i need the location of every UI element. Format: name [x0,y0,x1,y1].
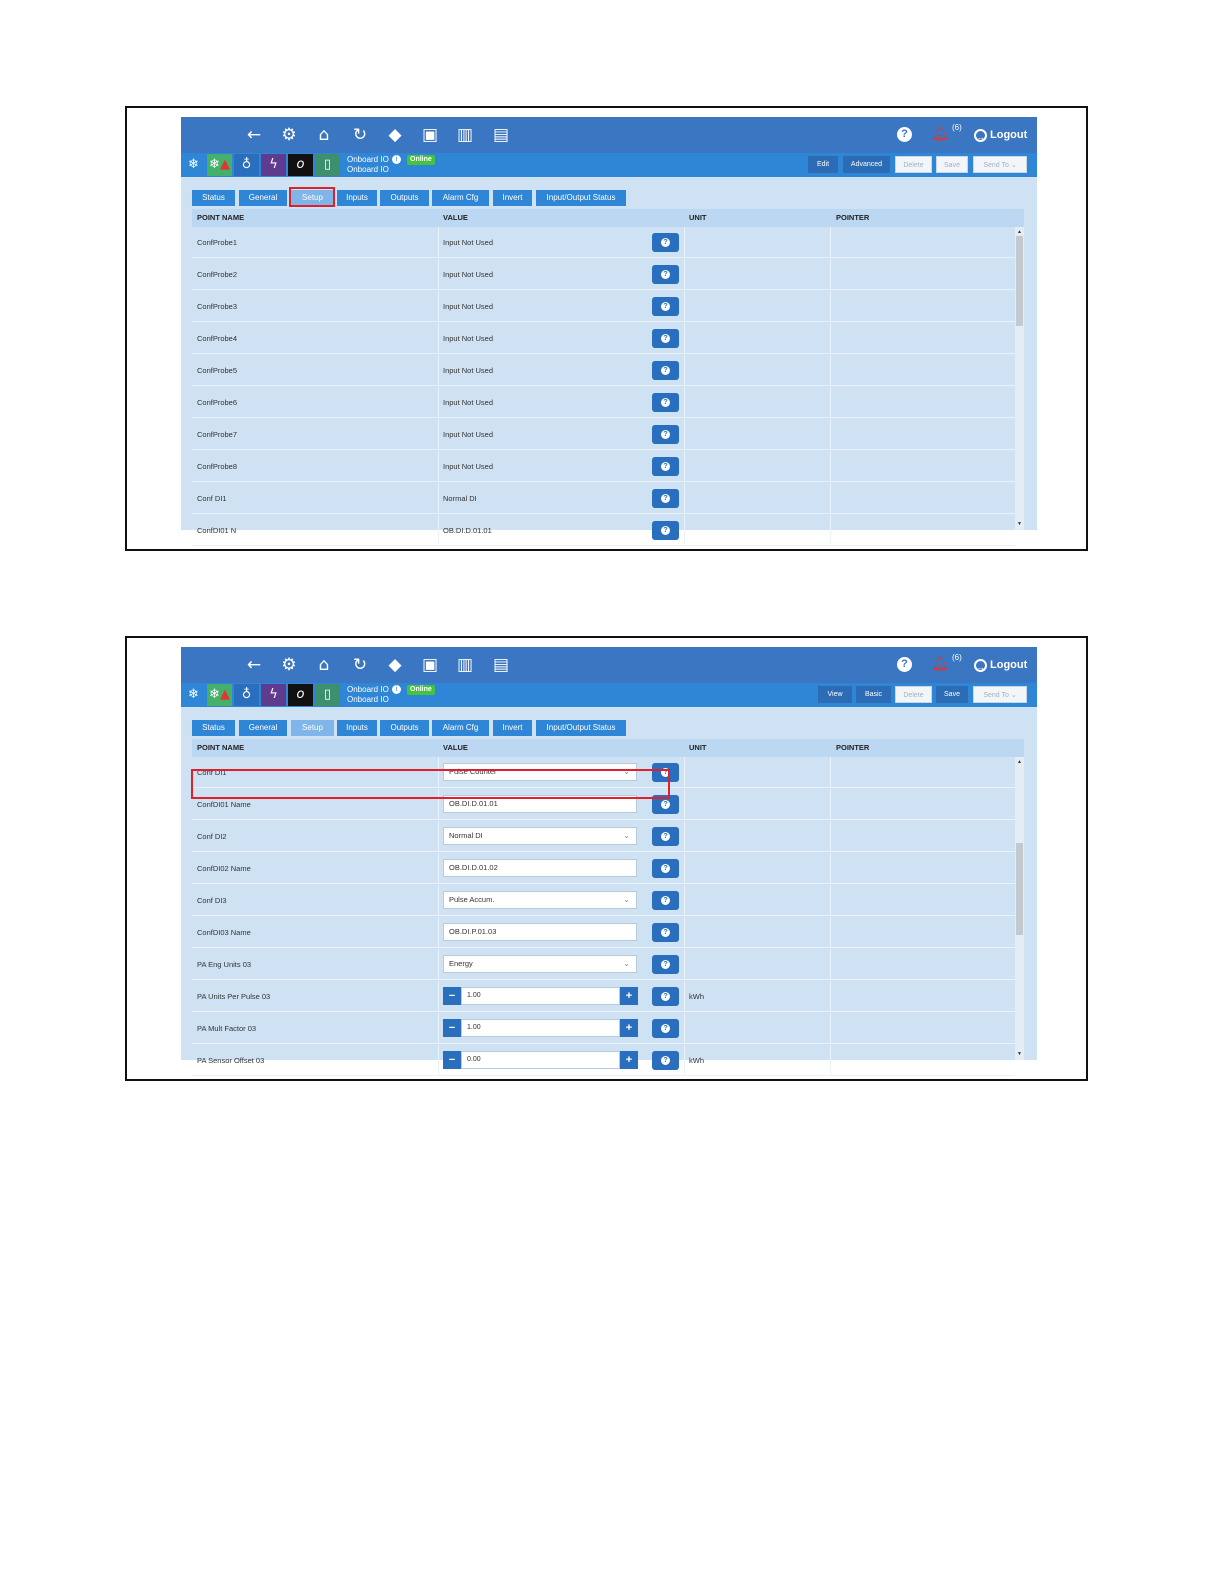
logout-label: Logout [990,129,1028,141]
col-point-name: POINT NAME [197,213,245,222]
point-value: Input Not Used [443,430,494,439]
point-name: ConfDI01 Name [197,800,251,809]
logout-button[interactable] [974,656,1027,674]
tab-status[interactable]: Status [192,720,235,736]
row-help-button[interactable] [652,361,679,380]
point-name: ConfProbe8 [197,462,238,471]
point-name: ConfProbe2 [197,270,238,279]
row-help-button[interactable] [652,297,679,316]
alarm-count: (6) [952,653,962,662]
point-value: OB.DI.D.01.01 [443,526,492,535]
table-row [192,515,1015,546]
value-select[interactable]: Normal DI ⌄ [443,827,637,845]
row-help-button[interactable] [652,393,679,412]
col-value: VALUE [443,743,468,752]
edit-button[interactable]: Edit [808,156,838,173]
calendar-icon[interactable]: ▣ [421,125,439,145]
col-unit: UNIT [689,743,707,752]
point-name: Conf DI1 [197,768,227,777]
tab-io-status[interactable]: Input/Output Status [536,720,626,736]
send-to-button[interactable]: Send To ⌄ [973,686,1027,703]
help-icon[interactable]: ? [897,657,912,672]
row-help-button[interactable] [652,489,679,508]
table-row [192,323,1015,354]
point-name: PA Eng Units 03 [197,960,252,969]
snowflake-icon[interactable]: ❄ [181,684,206,706]
decrement-button[interactable]: − [443,1051,461,1069]
plug-icon[interactable]: ϟ [261,154,286,176]
point-value: Normal DI [443,494,477,503]
stepper-value[interactable]: 1.00 [461,1019,620,1037]
scroll-thumb[interactable] [1016,843,1023,935]
points-table [192,227,1015,535]
logout-label: Logout [990,659,1028,671]
help-icon: ? [661,928,670,937]
point-unit: kWh [689,992,704,1001]
point-name: ConfProbe4 [197,334,238,343]
tab-inputs[interactable]: Inputs [337,190,377,206]
calendar-icon[interactable]: ▣ [421,655,439,675]
table-header [192,209,1024,227]
map-icon[interactable]: ▥ [456,655,474,675]
value-stepper[interactable] [443,1051,638,1069]
decrement-button[interactable]: − [443,987,461,1005]
tab-inputs[interactable]: Inputs [337,720,377,736]
chevron-down-icon: ⌄ [623,767,630,776]
increment-button[interactable]: + [620,987,638,1005]
help-icon: ? [661,864,670,873]
row-help-button[interactable] [652,987,679,1006]
help-icon: ? [661,800,670,809]
table-row [192,821,1015,852]
o-icon[interactable]: o [288,154,313,176]
point-name: ConfDI02 Name [197,864,251,873]
tab-invert[interactable]: Invert [493,720,532,736]
table-row [192,451,1015,482]
tab-outputs[interactable]: Outputs [380,720,429,736]
table-row [192,419,1015,450]
help-icon: ? [661,398,670,407]
table-row [192,227,1015,258]
point-name: PA Mult Factor 03 [197,1024,257,1033]
row-help-button[interactable] [652,859,679,878]
value-select[interactable]: Pulse Counter ⌄ [443,763,637,781]
chip-icon[interactable]: ▯ [315,154,340,176]
help-icon: ? [661,526,670,535]
help-icon: ? [661,768,670,777]
tab-alarm-cfg[interactable]: Alarm Cfg [432,720,489,736]
stepper-value[interactable]: 0.00 [461,1051,620,1069]
table-row [192,387,1015,418]
point-name: ConfDI01 N [197,526,237,535]
table-row [192,483,1015,514]
cube-icon[interactable]: ◆ [388,655,402,675]
table-row [192,355,1015,386]
help-icon: ? [661,302,670,311]
help-icon: ? [661,270,670,279]
point-name: Conf DI2 [197,832,227,841]
tab-status[interactable]: Status [192,190,235,206]
point-name: Conf DI1 [197,494,227,503]
point-name: ConfProbe5 [197,366,238,375]
col-pointer: POINTER [836,743,870,752]
row-help-button[interactable] [652,457,679,476]
point-value: Input Not Used [443,366,494,375]
value-select[interactable]: Energy ⌄ [443,955,637,973]
app-window [181,647,1037,1066]
view-button[interactable]: View [818,686,852,703]
decrement-button[interactable]: − [443,1019,461,1037]
row-help-button[interactable] [652,955,679,974]
logout-icon: → [974,129,987,142]
map-icon[interactable]: ▥ [456,125,474,145]
lightbulb-icon[interactable]: ♁ [234,154,259,176]
alarm-count: (6) [952,123,962,132]
tab-setup[interactable]: Setup [291,720,334,736]
highlight-box [289,187,335,207]
point-name: ConfProbe6 [197,398,238,407]
help-icon: ? [661,896,670,905]
table-row [192,259,1015,290]
refrigeration-fire-icon[interactable]: ❄▲ [207,684,232,706]
increment-button[interactable]: + [620,1051,638,1069]
status-badge: Online [407,685,435,695]
point-name: PA Units Per Pulse 03 [197,992,271,1001]
points-table [192,757,1015,1066]
back-arrow-icon[interactable]: ← [246,125,262,145]
report-icon[interactable]: ▤ [492,655,510,675]
point-value: Input Not Used [443,334,494,343]
advanced-button[interactable]: Advanced [843,156,890,173]
device-bar [181,153,1037,177]
tab-setup[interactable]: Setup [291,190,334,206]
table-row [192,1013,1015,1044]
table-row [192,917,1015,948]
o-icon[interactable]: o [288,684,313,706]
gear-icon[interactable]: ⚙ [281,655,297,675]
plug-icon[interactable]: ϟ [261,684,286,706]
cube-icon[interactable]: ◆ [388,125,402,145]
device-bar [181,683,1037,707]
value-stepper[interactable] [443,987,638,1005]
table-row [192,949,1015,980]
point-name: PA Sensor Offset 03 [197,1056,265,1065]
chevron-down-icon: ⌄ [623,895,630,904]
help-icon: ? [661,494,670,503]
screenshot-frame-1 [125,106,1088,551]
refrigeration-fire-icon[interactable]: ❄▲ [207,154,232,176]
stepper-value[interactable]: 1.00 [461,987,620,1005]
help-icon: ? [661,238,670,247]
point-name: ConfProbe7 [197,430,238,439]
chip-icon[interactable]: ▯ [315,684,340,706]
point-unit: kWh [689,1056,704,1065]
scrollbar[interactable] [1015,757,1024,1060]
row-help-button[interactable] [652,891,679,910]
tab-general[interactable]: General [239,190,287,206]
row-help-button[interactable] [652,329,679,348]
chevron-down-icon: ⌄ [623,831,630,840]
point-name: ConfDI03 Name [197,928,251,937]
top-toolbar [181,117,1037,153]
home-icon[interactable]: ⌂ [318,655,330,675]
scroll-down-icon[interactable]: ▼ [1017,521,1022,527]
back-arrow-icon[interactable]: ← [246,655,262,675]
point-value: Input Not Used [443,302,494,311]
device-name: Onboard IO i Onboard IO [347,685,401,705]
scroll-thumb[interactable] [1016,236,1023,326]
send-to-button[interactable]: Send To ⌄ [973,156,1027,173]
value-input[interactable]: OB.DI.D.01.02 [443,859,637,877]
help-icon: ? [661,832,670,841]
table-row [192,853,1015,884]
top-toolbar [181,647,1037,683]
row-help-button[interactable] [652,827,679,846]
point-value: Input Not Used [443,270,494,279]
device-name: Onboard IO i Onboard IO [347,155,401,175]
point-name: Conf DI3 [197,896,227,905]
save-button[interactable]: Save [936,156,968,173]
tab-outputs[interactable]: Outputs [380,190,429,206]
lightbulb-icon[interactable]: ♁ [234,684,259,706]
tab-invert[interactable]: Invert [493,190,532,206]
table-row [192,1045,1015,1076]
row-help-button[interactable] [652,1019,679,1038]
scroll-down-icon[interactable]: ▼ [1017,1051,1022,1057]
row-help-button[interactable] [652,265,679,284]
logout-icon: → [974,659,987,672]
info-icon[interactable]: i [392,155,401,164]
table-row [192,291,1015,322]
logout-button[interactable] [974,126,1027,144]
help-icon: ? [661,1024,670,1033]
refresh-icon[interactable]: ↻ [352,125,368,145]
help-icon: ? [661,992,670,1001]
col-value: VALUE [443,213,468,222]
help-icon: ? [661,334,670,343]
table-row [192,981,1015,1012]
row-help-button[interactable] [652,1051,679,1070]
save-button[interactable]: Save [936,686,968,703]
alarm-bell-icon[interactable]: 🔔︎ [931,656,949,672]
scroll-up-icon[interactable]: ▲ [1017,229,1022,235]
tab-alarm-cfg[interactable]: Alarm Cfg [432,190,489,206]
scrollbar[interactable] [1015,227,1024,530]
help-icon: ? [661,430,670,439]
point-name: ConfProbe3 [197,302,238,311]
refresh-icon[interactable]: ↻ [352,655,368,675]
point-value: Input Not Used [443,398,494,407]
table-row [192,885,1015,916]
scroll-up-icon[interactable]: ▲ [1017,759,1022,765]
app-window [181,117,1037,535]
col-pointer: POINTER [836,213,870,222]
row-help-button[interactable] [652,425,679,444]
snowflake-icon[interactable]: ❄ [181,154,206,176]
help-icon: ? [661,462,670,471]
value-select[interactable]: Pulse Accum. ⌄ [443,891,637,909]
status-badge: Online [407,155,435,165]
tab-io-status[interactable]: Input/Output Status [536,190,626,206]
row-help-button[interactable] [652,923,679,942]
highlight-box [191,769,670,799]
screenshot-frame-2 [125,636,1088,1081]
gear-icon[interactable]: ⚙ [281,125,297,145]
delete-button[interactable]: Delete [895,156,932,173]
increment-button[interactable]: + [620,1019,638,1037]
row-help-button[interactable] [652,521,679,540]
point-value: Input Not Used [443,238,494,247]
help-icon: ? [661,960,670,969]
col-point-name: POINT NAME [197,743,245,752]
info-icon[interactable]: i [392,685,401,694]
delete-button[interactable]: Delete [895,686,932,703]
row-help-button[interactable] [652,233,679,252]
point-name: ConfProbe1 [197,238,238,247]
basic-button[interactable]: Basic [856,686,891,703]
report-icon[interactable]: ▤ [492,125,510,145]
home-icon[interactable]: ⌂ [318,125,330,145]
help-icon: ? [661,1056,670,1065]
help-icon[interactable]: ? [897,127,912,142]
value-stepper[interactable] [443,1019,638,1037]
value-input[interactable]: OB.DI.D.01.01 [443,795,637,813]
alarm-bell-icon[interactable]: 🔔︎ [931,126,949,142]
help-icon: ? [661,366,670,375]
value-input[interactable]: OB.DI.P.01.03 [443,923,637,941]
point-value: Input Not Used [443,462,494,471]
table-header [192,739,1024,757]
tab-general[interactable]: General [239,720,287,736]
chevron-down-icon: ⌄ [623,959,630,968]
col-unit: UNIT [689,213,707,222]
